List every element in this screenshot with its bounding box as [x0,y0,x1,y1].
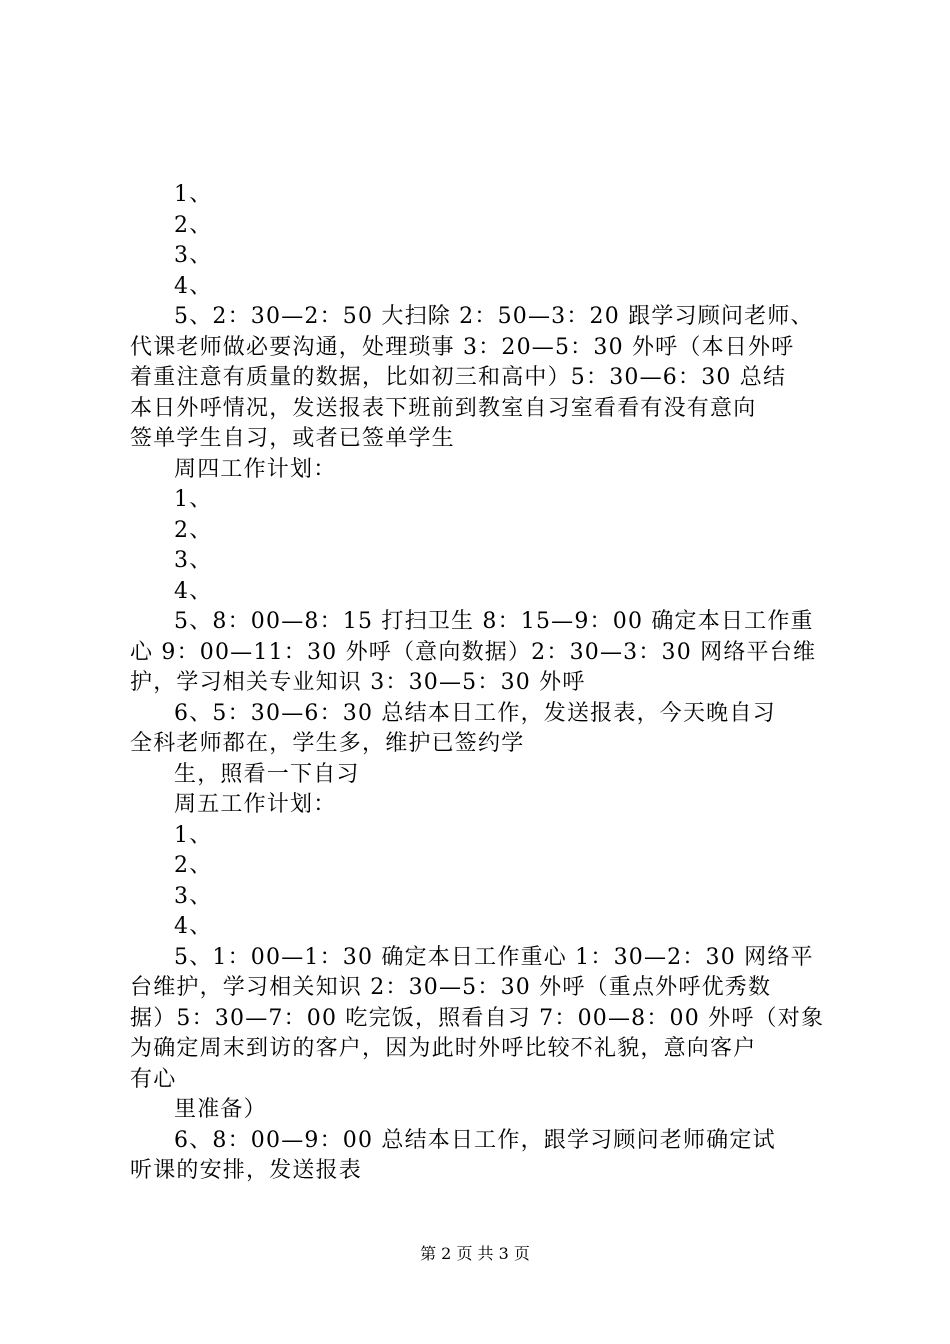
text-line: 有心 [130,1066,177,1092]
text-line: 5、2：30—2：50 大扫除 2：50—3：20 跟学习顾问老师、 [174,304,814,329]
text-line: 周四工作计划： [174,456,337,482]
text-line: 签单学生自习，或者已签单学生 [130,426,455,451]
text-line: 周五工作计划： [174,792,337,817]
text-line: 着重注意有质量的数据，比如初三和高中）5：30—6：30 总结 [130,365,787,390]
text-line: 3、 [174,548,213,573]
text-line: 4、 [174,273,213,299]
text-line: 5、1：00—1：30 确定本日工作重心 1：30—2：30 网络平 [174,944,814,970]
text-line: 心 9：00—11：30 外呼（意向数据）2：30—3：30 网络平台维 [130,639,817,665]
text-line: 2、 [174,212,213,238]
text-line: 里准备） [174,1097,267,1122]
text-line: 据）5：30—7：00 吃完饭，照看自习 7：00—8：00 外呼（对象 [130,1005,825,1031]
text-line: 5、8：00—8：15 打扫卫生 8：15—9：00 确定本日工作重 [174,609,814,634]
text-line: 1、 [174,487,213,512]
text-line: 1、 [174,182,213,207]
text-line: 台维护，学习相关知识 2：30—5：30 外呼（重点外呼优秀数 [130,975,772,1000]
text-line: 2、 [174,853,213,878]
text-line: 为确定周末到访的客户，因为此时外呼比较不礼貌，意向客户 [130,1036,757,1061]
text-line: 听课的安排，发送报表 [130,1158,363,1183]
document-body [130,180,835,1187]
text-line: 全科老师都在，学生多，维护已签约学 [130,731,525,756]
text-line: 代课老师做必要沟通，处理琐事 3：20—5：30 外呼（本日外呼 [130,334,795,360]
text-line: 2、 [174,517,213,543]
text-line: 1、 [174,822,213,848]
text-line: 护，学习相关专业知识 3：30—5：30 外呼 [130,670,586,695]
text-line: 6、8：00—9：00 总结本日工作，跟学习顾问老师确定试 [174,1127,776,1153]
text-line: 6、5：30—6：30 总结本日工作，发送报表，今天晚自习 [174,700,776,726]
page-footer: 第 2 页 共 3 页 [420,1244,530,1263]
text-line: 4、 [174,914,213,939]
text-line: 3、 [174,883,213,909]
text-line: 本日外呼情况，发送报表下班前到教室自习室看看有没有意向 [130,395,757,421]
text-line: 生，照看一下自习 [174,761,360,787]
text-line: 4、 [174,578,213,604]
text-line: 3、 [174,243,213,268]
